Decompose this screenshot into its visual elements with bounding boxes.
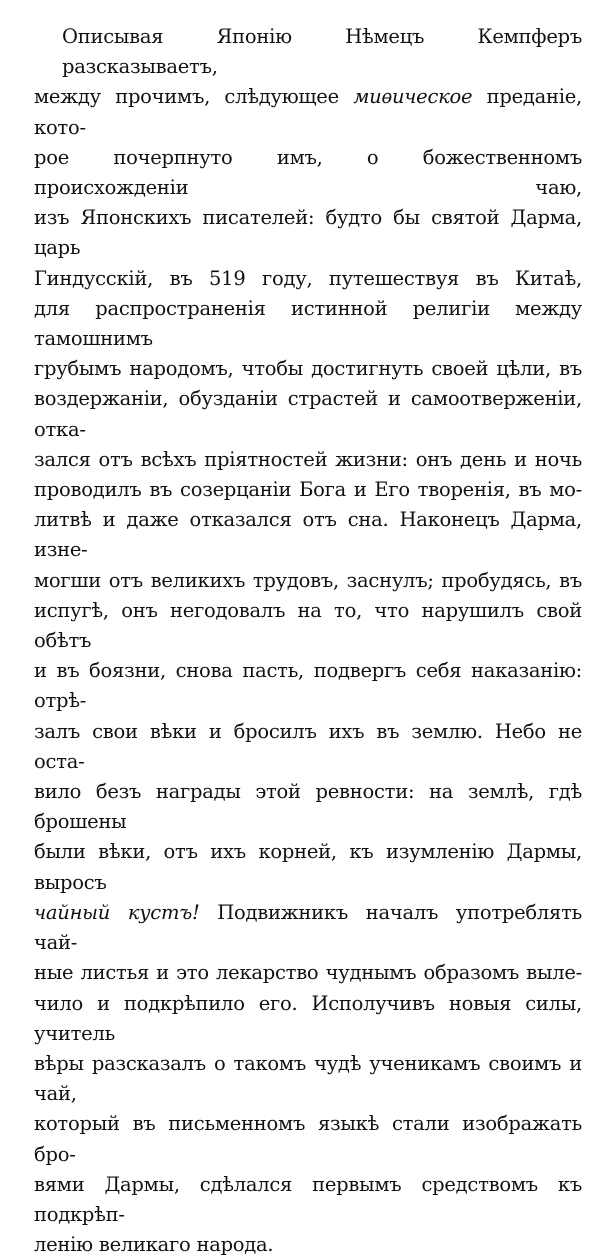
text-line xyxy=(34,837,582,897)
text-line xyxy=(34,958,582,988)
text-line xyxy=(34,22,582,82)
text-run: грубымъ народомъ, чтобы достигнуть своей цѣли, въ xyxy=(34,357,582,381)
text-run: который въ письменномъ языкѣ стали изображать бро- xyxy=(34,1112,582,1166)
text-run: проводилъ въ созерцаніи Бога и Его творенія, въ мо- xyxy=(34,478,582,502)
emphasized-text: чайный кустъ! xyxy=(34,900,200,924)
text-line xyxy=(34,1109,582,1169)
text-line xyxy=(34,777,582,837)
text-run: между прочимъ, слѣдующее xyxy=(34,85,354,109)
text-run: вило безъ награды этой ревности: на землѣ, гдѣ брошены xyxy=(34,780,582,834)
text-line xyxy=(34,203,582,263)
text-run: изъ Японскихъ писателей: будто бы святой Дарма, царь xyxy=(34,206,582,260)
text-line xyxy=(34,596,582,656)
text-run: ные листья и это лекарство чуднымъ образомъ выле- xyxy=(34,961,582,985)
text-line xyxy=(34,656,582,716)
text-run: литвѣ и даже отказался отъ сна. Наконецъ Дарма, изне- xyxy=(34,508,582,562)
text-run: Гиндусскій, въ 519 году, путешествуя въ Китаѣ, xyxy=(34,266,582,290)
text-run: и въ боязни, снова пасть, подвергъ себя наказанію: отрѣ- xyxy=(34,659,582,713)
text-line xyxy=(34,1230,582,1260)
text-run: Описывая Японію Нѣмецъ Кемпферъ разсказываетъ, xyxy=(62,25,582,79)
text-line xyxy=(34,354,582,384)
text-line xyxy=(34,505,582,565)
text-line xyxy=(34,294,582,354)
text-line xyxy=(34,898,582,958)
text-line xyxy=(34,989,582,1049)
text-line xyxy=(34,1049,582,1109)
body-text xyxy=(34,22,582,1260)
text-run: вями Дармы, сдѣлался первымъ средствомъ къ подкрѣп- xyxy=(34,1172,582,1226)
text-line xyxy=(34,384,582,444)
text-run: зался отъ всѣхъ пріятностей жизни: онъ день и ночь xyxy=(34,447,582,471)
text-line xyxy=(34,264,582,294)
text-run: чило и подкрѣпило его. Исполучивъ новыя силы, учитель xyxy=(34,991,582,1045)
text-run: рое почерпнуто имъ, о божественномъ происхожденіи чаю, xyxy=(34,145,582,200)
text-run: испугѣ, онъ негодовалъ на то, что нарушилъ свой обѣтъ xyxy=(34,598,582,653)
text-line xyxy=(34,566,582,596)
text-run: воздержаніи, обузданіи страстей и самоотверженіи, отка- xyxy=(34,387,582,441)
text-run: залъ свои вѣки и бросилъ ихъ въ землю. Небо не оста- xyxy=(34,719,582,773)
text-line xyxy=(34,475,582,505)
text-line xyxy=(34,717,582,777)
text-run: преданіе, кото- xyxy=(34,85,582,139)
text-run: вѣры разсказалъ о такомъ чудѣ ученикамъ своимъ и чай, xyxy=(34,1051,582,1106)
emphasized-text: миѳическое xyxy=(353,85,473,109)
text-line xyxy=(34,82,582,142)
text-run: были вѣки, отъ ихъ корней, къ изумленію Дармы, выросъ xyxy=(34,840,582,894)
text-line xyxy=(34,143,582,203)
text-run: могши отъ великихъ трудовъ, заснулъ; пробудясь, въ xyxy=(34,568,582,592)
text-line xyxy=(34,445,582,475)
text-run: Подвижникъ началъ употреблять чай- xyxy=(34,900,582,955)
text-line xyxy=(34,1170,582,1230)
text-run: для распространенія истинной религіи между тамошнимъ xyxy=(34,296,582,351)
text-run: ленію великаго народа. xyxy=(34,1233,274,1257)
